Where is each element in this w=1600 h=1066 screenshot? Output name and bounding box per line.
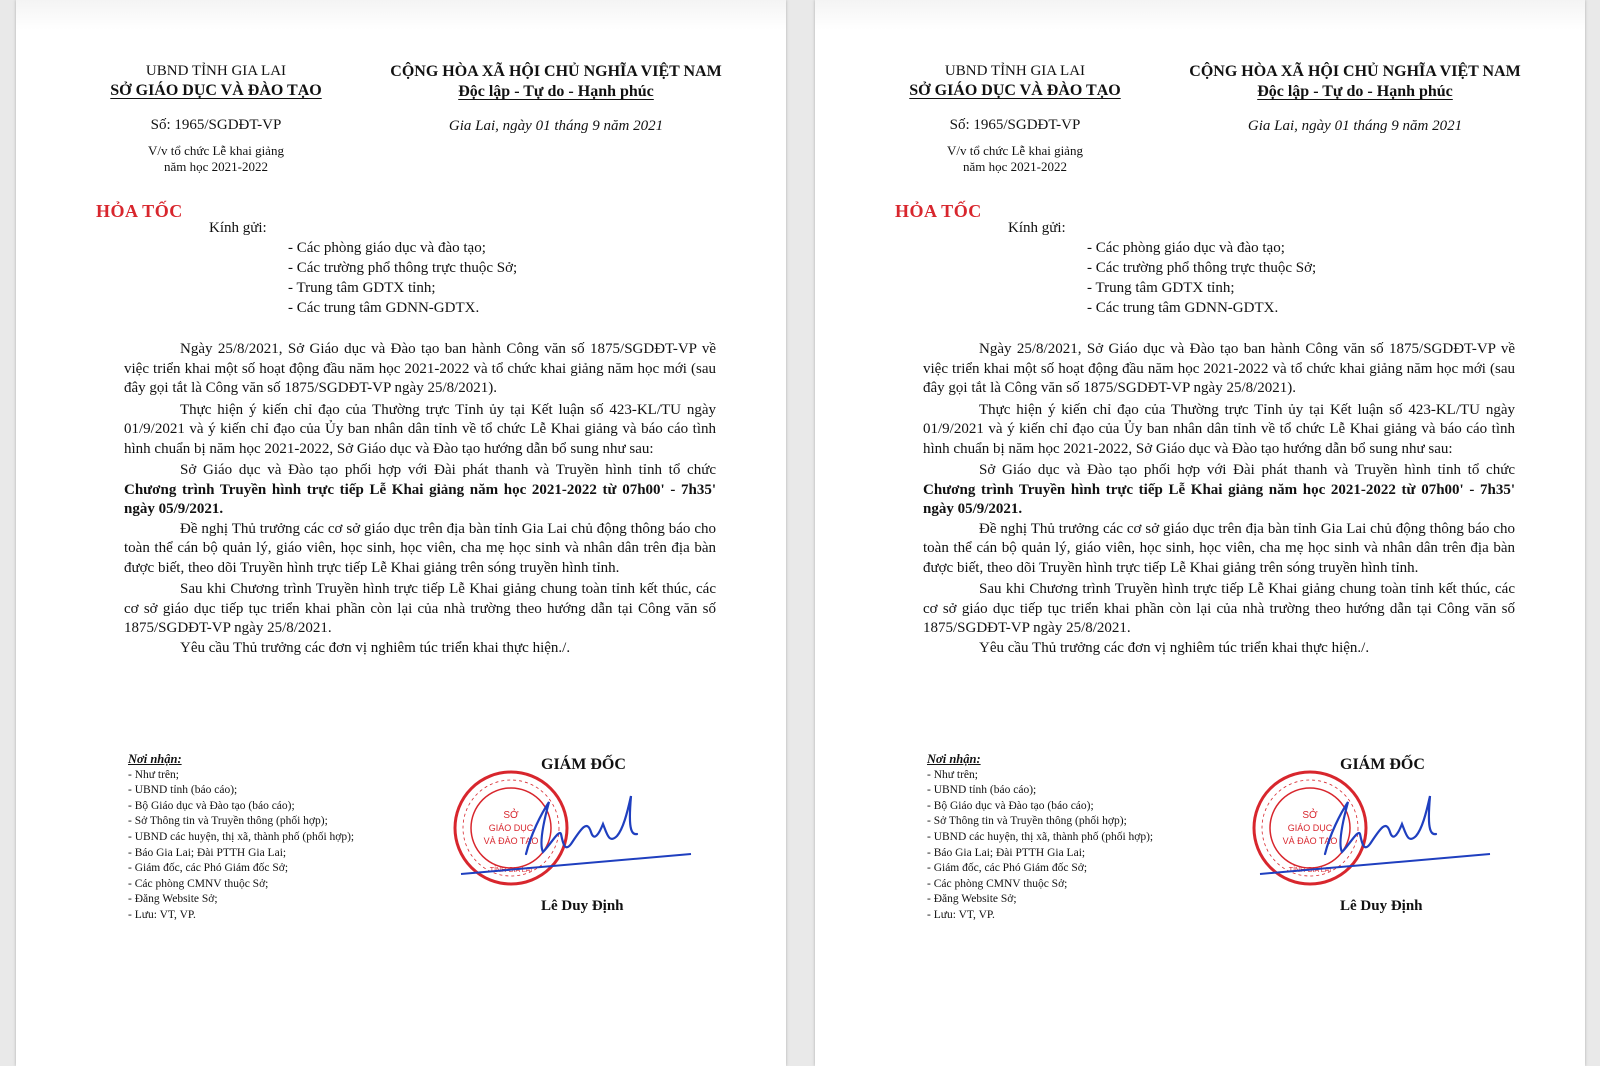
greeting: Kính gửi: bbox=[209, 220, 267, 236]
date-line: Gia Lai, ngày 01 tháng 9 năm 2021 bbox=[1247, 118, 1463, 134]
paragraph-3-text: Sở Giáo dục và Đào tạo phối hợp với Đài phát thanh và Truyền hình tỉnh tổ chức bbox=[180, 462, 716, 478]
distribution-item: - Lưu: VT, VP. bbox=[128, 908, 196, 921]
broadcast-schedule: Chương trình Truyền hình trực tiếp Lễ Khai giảng năm học 2021-2022 từ 07h00' - 7h35' ngày 05/9/2021. bbox=[124, 481, 716, 517]
distribution-item: - Bộ Giáo dục và Đào tạo (báo cáo); bbox=[927, 799, 1094, 812]
motto: Độc lập - Tự do - Hạnh phúc bbox=[458, 83, 654, 100]
date-line: Gia Lai, ngày 01 tháng 9 năm 2021 bbox=[448, 118, 664, 134]
org-name: SỞ GIÁO DỤC VÀ ĐÀO TẠO bbox=[909, 82, 1121, 99]
svg-text:VÀ ĐÀO TẠO: VÀ ĐÀO TẠO bbox=[1282, 836, 1338, 846]
urgency-label: HỎA TỐC bbox=[895, 201, 982, 221]
distribution-item: - UBND các huyện, thị xã, thành phố (phối hợp); bbox=[128, 830, 355, 843]
recipient-item: - Các trung tâm GDNN-GDTX. bbox=[288, 300, 480, 316]
distribution-list bbox=[128, 752, 354, 924]
distribution-item: - Đăng Website Sở; bbox=[927, 893, 1017, 906]
paragraph-6: Yêu cầu Thủ trưởng các đơn vị nghiêm túc triển khai thực hiện./. bbox=[979, 639, 1370, 656]
document-body bbox=[923, 340, 1515, 658]
distribution-item: - UBND tỉnh (báo cáo); bbox=[927, 784, 1037, 797]
subject-line-2: năm học 2021-2022 bbox=[164, 159, 268, 174]
distribution-title: Nơi nhận: bbox=[128, 752, 182, 766]
distribution-item: - Như trên; bbox=[128, 768, 179, 781]
national-header bbox=[356, 62, 756, 136]
paragraph-1: Ngày 25/8/2021, Sở Giáo dục và Đào tạo ban hành Công văn số 1875/SGDĐT-VP về việc triển khai một số hoạt động đầu năm học 2021-2022 và tổ chức khai giảng năm học mới (sau đây gọi tắt là Công văn số 1875/SGDĐT-VP ngày 25/8/2021). bbox=[124, 341, 716, 396]
distribution-item: - Lưu: VT, VP. bbox=[927, 908, 995, 921]
document-page-right bbox=[815, 0, 1585, 1066]
paragraph-2: Thực hiện ý kiến chỉ đạo của Thường trực Tỉnh ủy tại Kết luận số 423-KL/TU ngày 01/9/2021 và ý kiến chỉ đạo của Ủy ban nhân dân tỉnh về tổ chức Lễ Khai giảng và báo cáo tình hình chuẩn bị năm học 2021-2022, Sở Giáo dục và Đào tạo hướng dẫn bổ sung như sau: bbox=[923, 401, 1515, 457]
distribution-item: - Các phòng CMNV thuộc Sở; bbox=[927, 877, 1068, 890]
recipient-item: - Các trường phổ thông trực thuộc Sở; bbox=[1087, 260, 1317, 276]
subject-line-2: năm học 2021-2022 bbox=[963, 159, 1067, 174]
recipient-item: - Các trung tâm GDNN-GDTX. bbox=[1087, 300, 1279, 316]
distribution-item: - Đăng Website Sở; bbox=[128, 893, 218, 906]
distribution-item: - UBND các huyện, thị xã, thành phố (phối hợp); bbox=[927, 830, 1154, 843]
distribution-item: - Bộ Giáo dục và Đào tạo (báo cáo); bbox=[128, 799, 295, 812]
paragraph-3-text: Sở Giáo dục và Đào tạo phối hợp với Đài phát thanh và Truyền hình tỉnh tổ chức bbox=[979, 462, 1515, 478]
paragraph-5: Sau khi Chương trình Truyền hình trực tiếp Lễ Khai giảng chung toàn tỉnh kết thúc, các cơ sở giáo dục tiếp tục triển khai phần còn lại của nhà trường theo hướng dẫn tại Công văn số 1875/SGDĐT-VP ngày 25/8/2021. bbox=[124, 581, 716, 636]
distribution-item: - Báo Gia Lai; Đài PTTH Gia Lai; bbox=[128, 846, 287, 859]
signer-title: GIÁM ĐỐC bbox=[541, 756, 626, 773]
distribution-item: - Sở Thông tin và Truyền thông (phối hợp); bbox=[927, 815, 1127, 828]
org-name: SỞ GIÁO DỤC VÀ ĐÀO TẠO bbox=[110, 82, 322, 99]
distribution-item: - Sở Thông tin và Truyền thông (phối hợp); bbox=[128, 815, 328, 828]
signature-block bbox=[483, 754, 721, 934]
document bbox=[16, 0, 786, 1066]
signer-name: Lê Duy Định bbox=[1340, 898, 1423, 914]
paragraph-2: Thực hiện ý kiến chỉ đạo của Thường trực Tỉnh ủy tại Kết luận số 423-KL/TU ngày 01/9/2021 và ý kiến chỉ đạo của Ủy ban nhân dân tỉnh về tổ chức Lễ Khai giảng và báo cáo tình hình chuẩn bị năm học 2021-2022, Sở Giáo dục và Đào tạo hướng dẫn bổ sung như sau: bbox=[124, 401, 716, 457]
recipient-item: - Trung tâm GDTX tỉnh; bbox=[1087, 280, 1235, 296]
svg-text:GIÁO DỤC: GIÁO DỤC bbox=[1287, 823, 1333, 833]
handwritten-signature-icon bbox=[431, 774, 701, 894]
svg-text:SỞ: SỞ bbox=[503, 810, 519, 821]
paragraph-3 bbox=[124, 461, 716, 520]
handwritten-signature-icon bbox=[1230, 774, 1500, 894]
document-body bbox=[124, 340, 716, 658]
distribution-item: - Giám đốc, các Phó Giám đốc Sở; bbox=[927, 862, 1088, 875]
doc-number: Số: 1965/SGDĐT-VP bbox=[949, 117, 1081, 133]
distribution-item: - Báo Gia Lai; Đài PTTH Gia Lai; bbox=[927, 846, 1086, 859]
national-header bbox=[1155, 62, 1555, 136]
distribution-title: Nơi nhận: bbox=[927, 752, 981, 766]
country-name: CỘNG HÒA XÃ HỘI CHỦ NGHĨA VIỆT NAM bbox=[1189, 63, 1521, 80]
paragraph-4: Đề nghị Thủ trưởng các cơ sở giáo dục trên địa bàn tỉnh Gia Lai chủ động thông báo cho toàn thể cán bộ quản lý, giáo viên, học sinh, học viên, cha mẹ học sinh và nhân dân trên địa bàn được biết, theo dõi Truyền hình trực tiếp Lễ Khai giảng trên sóng truyền hình tỉnh. bbox=[124, 520, 716, 576]
distribution-item: - Các phòng CMNV thuộc Sở; bbox=[128, 877, 269, 890]
motto: Độc lập - Tự do - Hạnh phúc bbox=[1257, 83, 1453, 100]
paragraph-4: Đề nghị Thủ trưởng các cơ sở giáo dục trên địa bàn tỉnh Gia Lai chủ động thông báo cho toàn thể cán bộ quản lý, giáo viên, học sinh, học viên, cha mẹ học sinh và nhân dân trên địa bàn được biết, theo dõi Truyền hình trực tiếp Lễ Khai giảng trên sóng truyền hình tỉnh. bbox=[923, 520, 1515, 576]
document-page-left bbox=[16, 0, 786, 1066]
country-name: CỘNG HÒA XÃ HỘI CHỦ NGHĨA VIỆT NAM bbox=[390, 63, 722, 80]
doc-number: Số: 1965/SGDĐT-VP bbox=[150, 117, 282, 133]
issuer-block bbox=[885, 62, 1145, 175]
org-parent: UBND TỈNH GIA LAI bbox=[944, 63, 1086, 79]
distribution-list bbox=[927, 752, 1153, 924]
paragraph-5: Sau khi Chương trình Truyền hình trực tiếp Lễ Khai giảng chung toàn tỉnh kết thúc, các cơ sở giáo dục tiếp tục triển khai phần còn lại của nhà trường theo hướng dẫn tại Công văn số 1875/SGDĐT-VP ngày 25/8/2021. bbox=[923, 581, 1515, 636]
signer-title: GIÁM ĐỐC bbox=[1340, 756, 1425, 773]
signature-block bbox=[1282, 754, 1520, 934]
paragraph-1: Ngày 25/8/2021, Sở Giáo dục và Đào tạo ban hành Công văn số 1875/SGDĐT-VP về việc triển khai một số hoạt động đầu năm học 2021-2022 và tổ chức khai giảng năm học mới (sau đây gọi tắt là Công văn số 1875/SGDĐT-VP ngày 25/8/2021). bbox=[923, 341, 1515, 396]
paragraph-3 bbox=[923, 461, 1515, 520]
recipient-item: - Các trường phổ thông trực thuộc Sở; bbox=[288, 260, 518, 276]
svg-text:GIÁO DỤC: GIÁO DỤC bbox=[488, 823, 534, 833]
greeting: Kính gửi: bbox=[1008, 220, 1066, 236]
recipient-item: - Các phòng giáo dục và đào tạo; bbox=[288, 240, 486, 256]
document bbox=[815, 0, 1585, 1066]
distribution-item: - Giám đốc, các Phó Giám đốc Sở; bbox=[128, 862, 289, 875]
svg-text:VÀ ĐÀO TẠO: VÀ ĐÀO TẠO bbox=[483, 836, 539, 846]
svg-text:TỈNH GIA LAI: TỈNH GIA LAI bbox=[1288, 867, 1332, 874]
paragraph-6: Yêu cầu Thủ trưởng các đơn vị nghiêm túc triển khai thực hiện./. bbox=[180, 639, 571, 656]
distribution-item: - UBND tỉnh (báo cáo); bbox=[128, 784, 238, 797]
recipient-list bbox=[1087, 238, 1316, 318]
svg-text:TỈNH GIA LAI: TỈNH GIA LAI bbox=[489, 867, 533, 874]
recipient-list bbox=[288, 238, 517, 318]
subject-line-1: V/v tổ chức Lễ khai giảng bbox=[947, 143, 1083, 158]
subject-line-1: V/v tổ chức Lễ khai giảng bbox=[148, 143, 284, 158]
distribution-item: - Như trên; bbox=[927, 768, 978, 781]
signer-name: Lê Duy Định bbox=[541, 898, 624, 914]
broadcast-schedule: Chương trình Truyền hình trực tiếp Lễ Khai giảng năm học 2021-2022 từ 07h00' - 7h35' ngày 05/9/2021. bbox=[923, 481, 1515, 517]
urgency-label: HỎA TỐC bbox=[96, 201, 183, 221]
org-parent: UBND TỈNH GIA LAI bbox=[145, 63, 287, 79]
svg-text:SỞ: SỞ bbox=[1302, 810, 1318, 821]
issuer-block bbox=[86, 62, 346, 175]
recipient-item: - Các phòng giáo dục và đào tạo; bbox=[1087, 240, 1285, 256]
recipient-item: - Trung tâm GDTX tỉnh; bbox=[288, 280, 436, 296]
